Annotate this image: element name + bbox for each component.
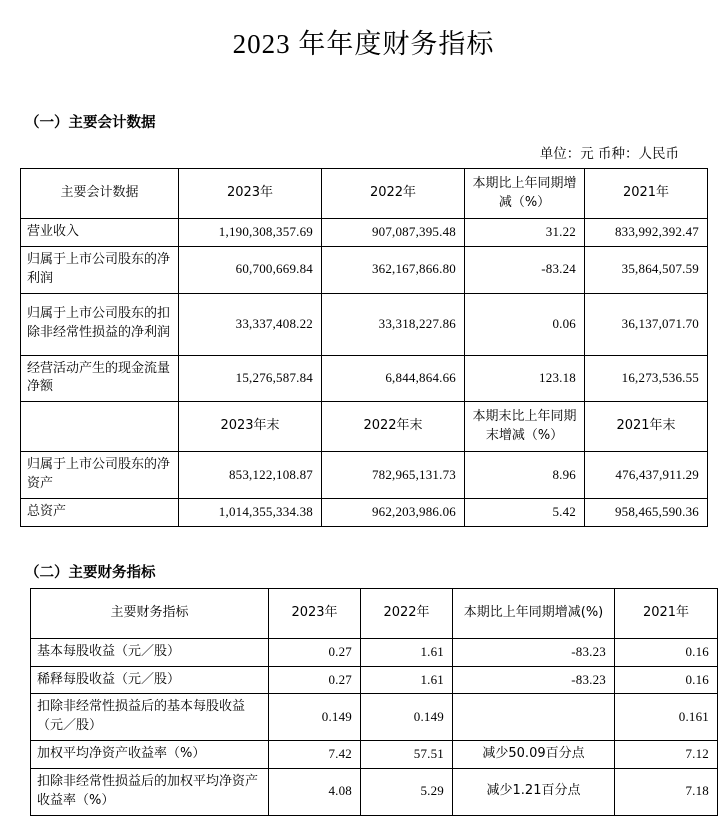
cell-2023: 7.42 — [269, 741, 361, 769]
row-label: 营业收入 — [21, 219, 179, 247]
table-row — [21, 293, 708, 355]
cell-2022: 1.61 — [361, 666, 453, 694]
cell-2023: 0.27 — [269, 638, 361, 666]
table-subheader-row — [21, 402, 708, 452]
table-row — [21, 246, 708, 293]
col-header-2021: 2021年 — [585, 169, 708, 219]
cell-2021: 833,992,392.47 — [585, 219, 708, 247]
table-row — [21, 355, 708, 402]
cell-2023: 33,337,408.22 — [179, 293, 322, 355]
cell-2023: 1,014,355,334.38 — [179, 498, 322, 526]
section-heading-accounting-data: （一）主要会计数据 — [25, 115, 156, 131]
cell-2022: 962,203,986.06 — [322, 498, 465, 526]
cell-2023: 0.27 — [269, 666, 361, 694]
cell-2021: 16,273,536.55 — [585, 355, 708, 402]
table-row — [31, 638, 718, 666]
subheader-2021-end: 2021年末 — [585, 402, 708, 452]
cell-2021: 476,437,911.29 — [585, 452, 708, 499]
cell-2021: 7.18 — [615, 768, 718, 815]
cell-2023: 853,122,108.87 — [179, 452, 322, 499]
section-heading-financial-indicators: （二）主要财务指标 — [25, 564, 156, 581]
cell-2021: 958,465,590.36 — [585, 498, 708, 526]
table-row — [21, 219, 708, 247]
cell-change: 减少50.09百分点 — [453, 741, 615, 769]
table-header-row — [31, 588, 718, 638]
cell-2022: 57.51 — [361, 741, 453, 769]
cell-2021: 36,137,071.70 — [585, 293, 708, 355]
table-row — [31, 694, 718, 741]
row-label: 总资产 — [21, 498, 179, 526]
col-header-change: 本期比上年同期增减(%) — [453, 588, 615, 638]
cell-change: 8.96 — [465, 452, 585, 499]
row-label: 扣除非经常性损益后的加权平均净资产收益率（%） — [31, 768, 269, 815]
row-label: 稀释每股收益（元／股） — [31, 666, 269, 694]
row-label: 经营活动产生的现金流量净额 — [21, 355, 179, 402]
col-header-2021: 2021年 — [615, 588, 718, 638]
subheader-change: 本期末比上年同期末增减（%） — [465, 402, 585, 452]
cell-2021: 0.161 — [615, 694, 718, 741]
cell-2023: 4.08 — [269, 768, 361, 815]
cell-2023: 1,190,308,357.69 — [179, 219, 322, 247]
row-label: 归属于上市公司股东的净利润 — [21, 246, 179, 293]
row-label: 归属于上市公司股东的净资产 — [21, 452, 179, 499]
cell-change: 减少1.21百分点 — [453, 768, 615, 815]
row-label: 扣除非经常性损益后的基本每股收益（元／股） — [31, 694, 269, 741]
table-header-row — [21, 169, 708, 219]
cell-change: -83.23 — [453, 666, 615, 694]
table-row — [21, 498, 708, 526]
cell-2022: 0.149 — [361, 694, 453, 741]
cell-change: 5.42 — [465, 498, 585, 526]
cell-change: 31.22 — [465, 219, 585, 247]
cell-2022: 782,965,131.73 — [322, 452, 465, 499]
row-label: 基本每股收益（元／股） — [31, 638, 269, 666]
cell-2021: 0.16 — [615, 666, 718, 694]
table-main-accounting-data — [20, 168, 708, 527]
col-header-change: 本期比上年同期增减（%） — [465, 169, 585, 219]
table-row — [31, 741, 718, 769]
table-main-financial-indicators — [30, 588, 718, 816]
row-label: 加权平均净资产收益率（%） — [31, 741, 269, 769]
col-header-2023: 2023年 — [269, 588, 361, 638]
document-page — [0, 22, 727, 831]
col-header-2023: 2023年 — [179, 169, 322, 219]
table-row — [31, 666, 718, 694]
cell-2022: 1.61 — [361, 638, 453, 666]
cell-change: 0.06 — [465, 293, 585, 355]
col-header-2022: 2022年 — [322, 169, 465, 219]
cell-2022: 362,167,866.80 — [322, 246, 465, 293]
subheader-2023-end: 2023年末 — [179, 402, 322, 452]
cell-change: -83.23 — [453, 638, 615, 666]
cell-change — [453, 694, 615, 741]
cell-2021: 7.12 — [615, 741, 718, 769]
cell-change: 123.18 — [465, 355, 585, 402]
subheader-blank — [21, 402, 179, 452]
unit-currency-note: 单位：元 币种：人民币 — [539, 146, 679, 162]
table-row — [31, 768, 718, 815]
col-header-2022: 2022年 — [361, 588, 453, 638]
cell-change: -83.24 — [465, 246, 585, 293]
cell-2022: 907,087,395.48 — [322, 219, 465, 247]
cell-2021: 0.16 — [615, 638, 718, 666]
page-title: 2023 年年度财务指标 — [232, 29, 495, 59]
col-header-item: 主要会计数据 — [21, 169, 179, 219]
cell-2023: 15,276,587.84 — [179, 355, 322, 402]
cell-2021: 35,864,507.59 — [585, 246, 708, 293]
row-label: 归属于上市公司股东的扣除非经常性损益的净利润 — [21, 293, 179, 355]
col-header-item: 主要财务指标 — [31, 588, 269, 638]
cell-2023: 60,700,669.84 — [179, 246, 322, 293]
table-row — [21, 452, 708, 499]
cell-2022: 33,318,227.86 — [322, 293, 465, 355]
cell-2022: 6,844,864.66 — [322, 355, 465, 402]
cell-2022: 5.29 — [361, 768, 453, 815]
cell-2023: 0.149 — [269, 694, 361, 741]
subheader-2022-end: 2022年末 — [322, 402, 465, 452]
